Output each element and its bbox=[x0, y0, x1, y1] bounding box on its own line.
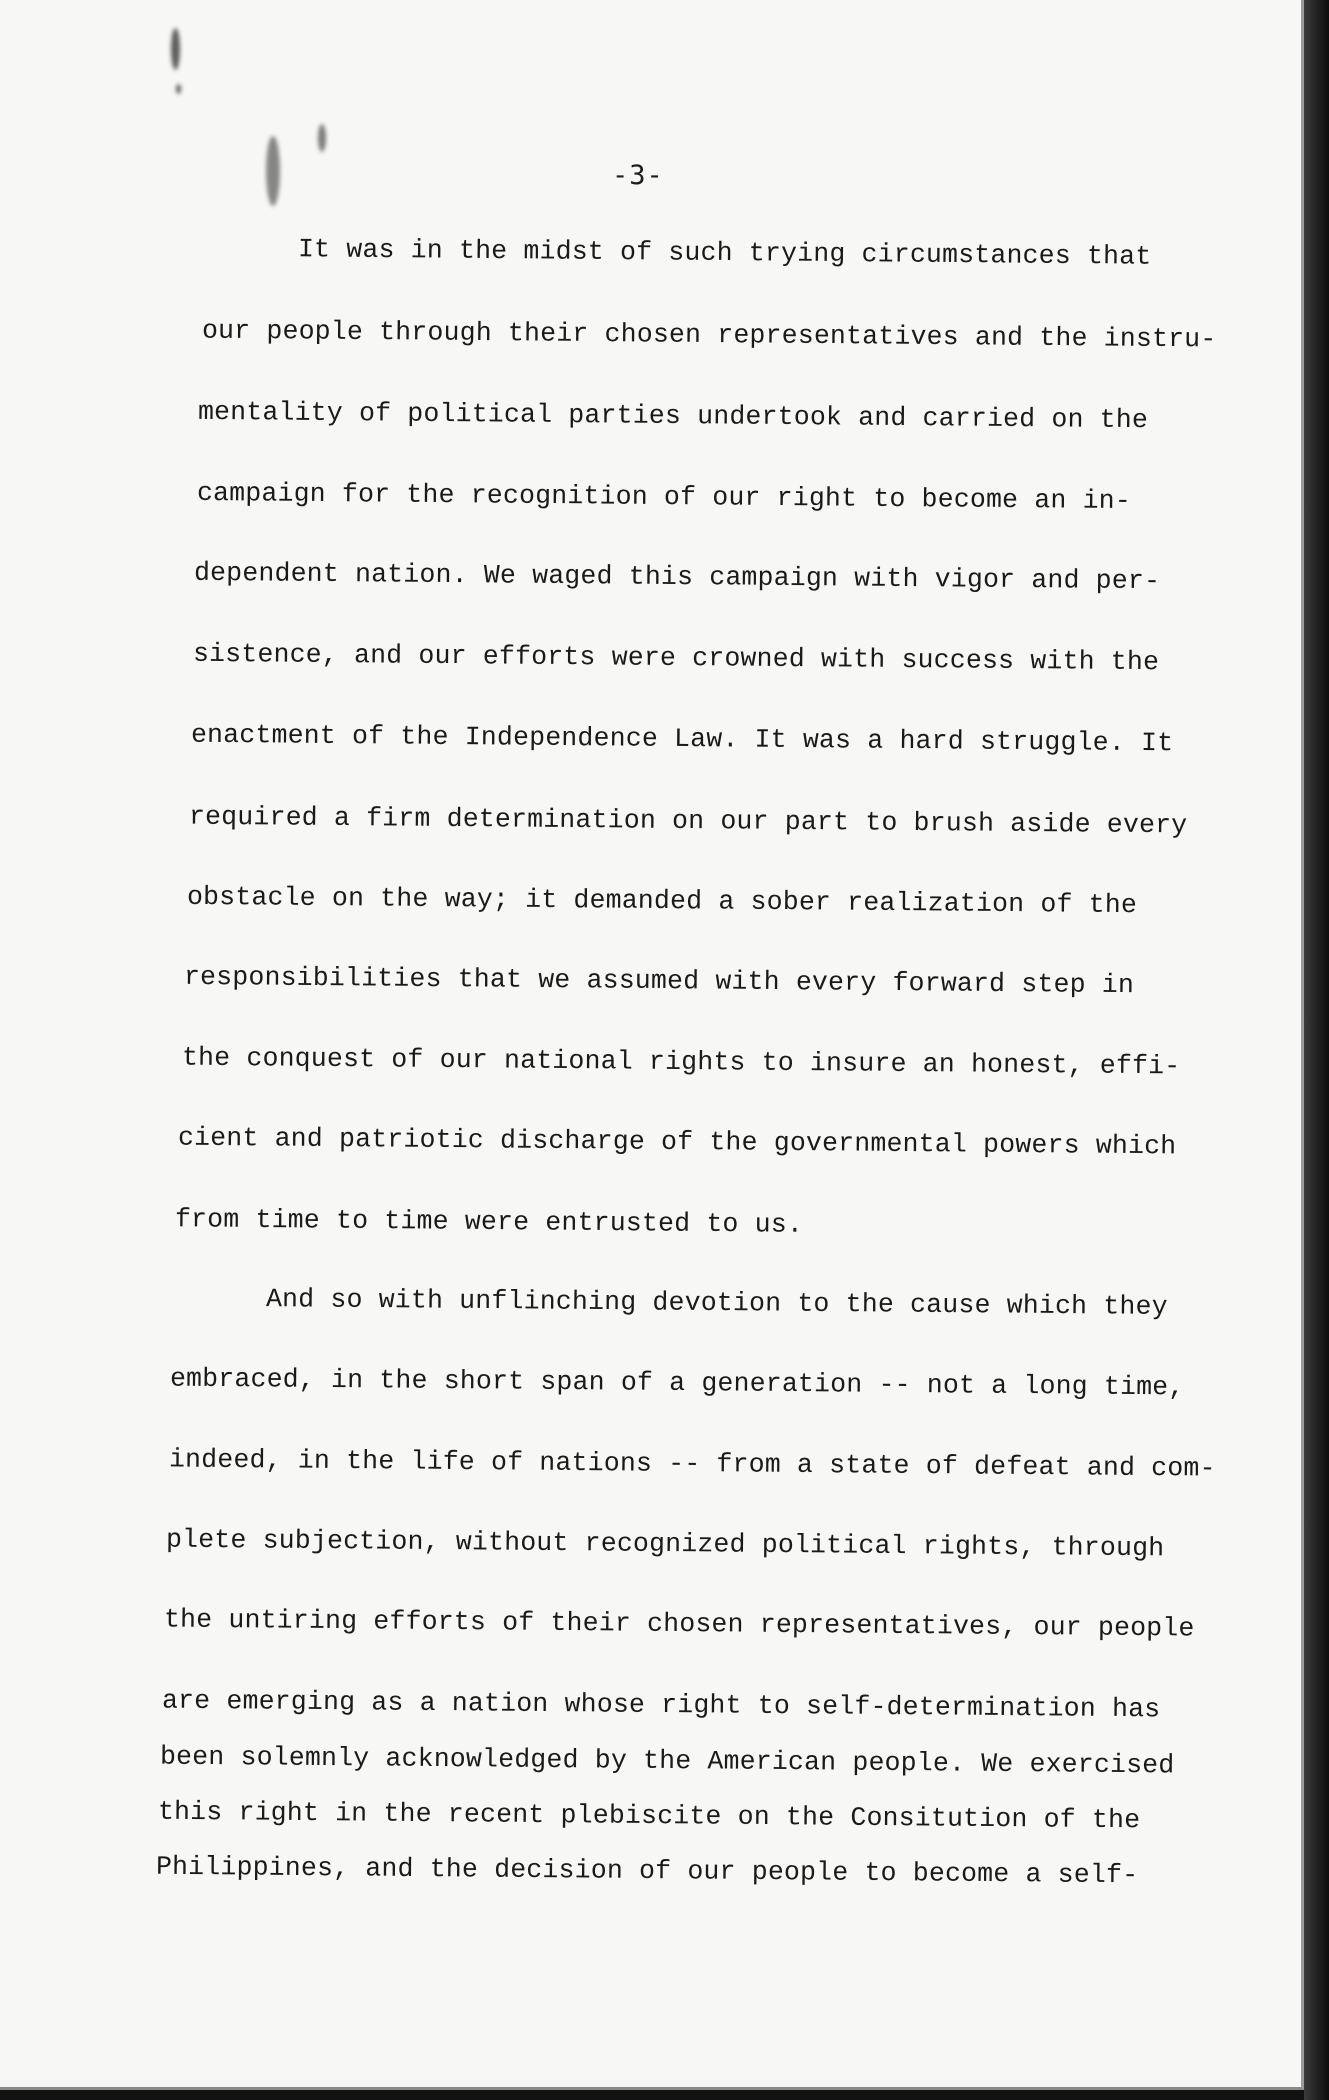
text-line: this right in the recent plebiscite on the Consitution of the bbox=[157, 1796, 1141, 1836]
text-line: And so with unflinching devotion to the cause which they bbox=[265, 1284, 1168, 1322]
text-line: been solemnly acknowledged by the American people. We exercised bbox=[159, 1741, 1175, 1781]
text-line: obstacle on the way; it demanded a sober realization of the bbox=[186, 881, 1138, 921]
scan-background-edge bbox=[1304, 0, 1329, 2100]
ink-smudge-mark bbox=[266, 136, 280, 206]
ink-smudge-mark bbox=[318, 124, 326, 152]
text-line: the conquest of our national rights to insure an honest, effi- bbox=[181, 1042, 1181, 1082]
text-line: mentality of political parties undertook and carried on the bbox=[197, 396, 1149, 436]
ink-smudge-mark bbox=[171, 28, 180, 70]
text-line: enactment of the Independence Law. It was a hard struggle. It bbox=[190, 719, 1174, 759]
text-line: cient and patriotic discharge of the governmental powers which bbox=[177, 1122, 1177, 1162]
text-line: are emerging as a nation whose right to self-determination has bbox=[161, 1685, 1161, 1725]
text-line: our people through their chosen representatives and the instru- bbox=[201, 315, 1217, 355]
text-line: from time to time were entrusted to us. bbox=[174, 1204, 804, 1240]
text-line: indeed, in the life of nations -- from a state of defeat and com- bbox=[168, 1444, 1216, 1484]
text-line: campaign for the recognition of our right to become an in- bbox=[196, 477, 1132, 517]
text-line: sistence, and our efforts were crowned with success with the bbox=[192, 638, 1160, 678]
text-line: required a firm determination on our part to brush aside every bbox=[188, 801, 1188, 841]
text-line: embraced, in the short span of a generation -- not a long time, bbox=[169, 1363, 1185, 1403]
text-line: It was in the midst of such trying circumstances that bbox=[297, 234, 1152, 272]
text-line: the untiring efforts of their chosen representatives, our people bbox=[163, 1604, 1195, 1644]
text-line: dependent nation. We waged this campaign with vigor and per- bbox=[193, 557, 1161, 597]
text-line: plete subjection, without recognized political rights, through bbox=[165, 1524, 1165, 1564]
text-line: Philippines, and the decision of our people to become a self- bbox=[155, 1851, 1139, 1891]
ink-smudge-mark bbox=[176, 84, 181, 94]
page-number: -3- bbox=[612, 160, 664, 191]
text-line: responsibilities that we assumed with every forward step in bbox=[183, 961, 1135, 1001]
